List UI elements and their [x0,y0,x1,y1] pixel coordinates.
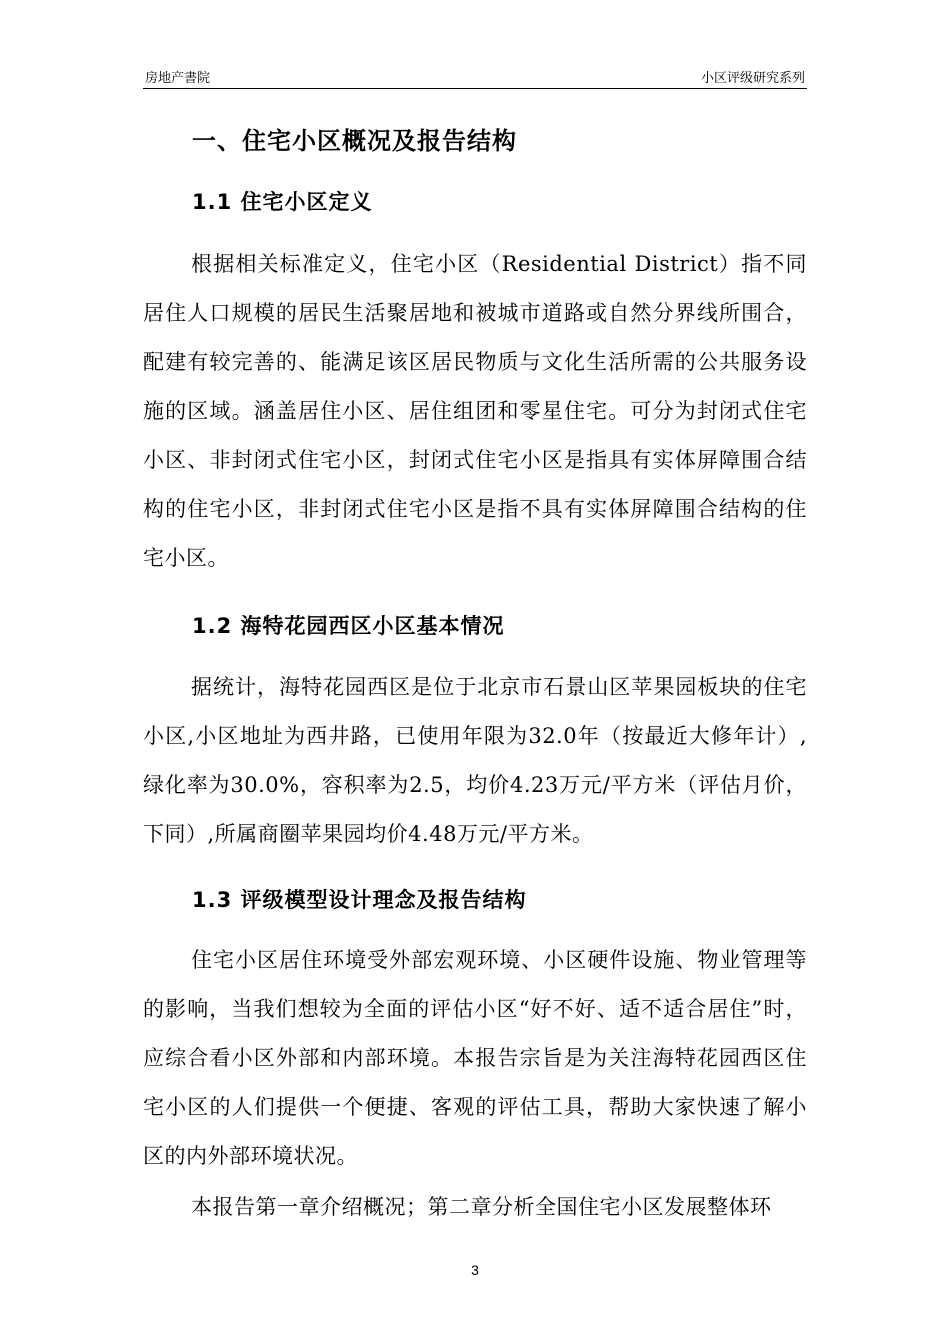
section-1-3-title: 1.3 评级模型设计理念及报告结构 [192,888,527,912]
header-series-title: 小区评级研究系列 [700,71,805,86]
section-1-3-paragraph-1: 住宅小区居住环境受外部宏观环境、小区硬件设施、物业管理等的影响，当我们想较为全面的评估小区“好不好、适不适合居住”时，应综合看小区外部和内部环境。本报告宗旨是为关注海特花园西区住宅小区的人们提供一个便捷、客观的评估工具，帮助大家快速了解小区的内外部环境状况。 [143,948,807,1168]
header-publisher: 房地产書院 [145,71,211,86]
chapter-title: 一、住宅小区概况及报告结构 [192,127,517,155]
section-1-2-title: 1.2 海特花园西区小区基本情况 [192,614,505,638]
page-number: 3 [471,1262,479,1278]
section-1-3-paragraph-2: 本报告第一章介绍概况；第二章分析全国住宅小区发展整体环 [191,1195,772,1219]
page-header [143,64,807,89]
section-1-1-paragraph: 根据相关标准定义，住宅小区（Residential District）指不同居住人口规模的居民生活聚居地和被城市道路或自然分界线所围合，配建有较完善的、能满足该区居民物质与文化生活所需的公共服务设施的区域。涵盖居住小区、居住组团和零星住宅。可分为封闭式住宅小区、非封闭式住宅小区，封闭式住宅小区是指具有实体屏障围合结构的住宅小区，非封闭式住宅小区是指不具有实体屏障围合结构的住宅小区。 [143,252,807,570]
section-1-1-title: 1.1 住宅小区定义 [192,190,373,214]
section-1-2-paragraph: 据统计，海特花园西区是位于北京市石景山区苹果园板块的住宅小区,小区地址为西井路，已使用年限为32.0年（按最近大修年计）,绿化率为30.0%，容积率为2.5，均价4.23万元/平方米（评估月价，下同）,所属商圈苹果园均价4.48万元/平方米。 [143,675,807,846]
